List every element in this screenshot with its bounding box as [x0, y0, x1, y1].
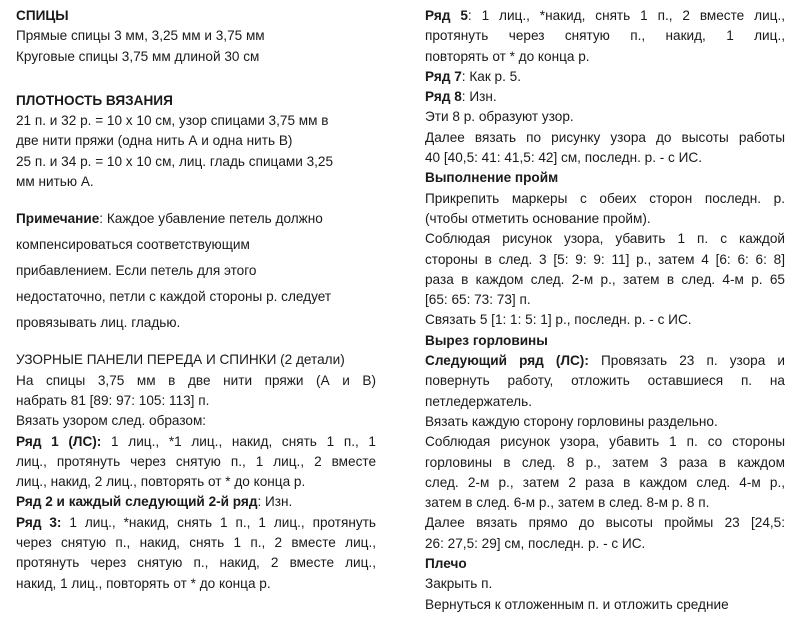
row-5-line: протянуть через снятую п., накид, 1 лиц., [425, 28, 785, 44]
armhole-line: Прикрепить маркеры с обеих сторон последн. р. [425, 190, 785, 206]
armhole-line: Связать 5 [1: 1: 5: 1] р., последн. р. - с ИС. [425, 312, 692, 328]
panels-line: набрать 81 [89: 97: 105: 113] п. [16, 392, 210, 408]
row-8-line [425, 87, 785, 107]
row-1-line [16, 432, 376, 452]
row-2-label: Ряд 2 и каждый следующий 2-й ряд [16, 494, 258, 510]
continue-line: 40 [40,5: 41: 41,5: 42] см, последн. р. - с ИС. [425, 150, 702, 166]
gauge-line: две нити пряжи (одна нить А и одна нить В) [16, 133, 293, 149]
row-3-line [16, 513, 376, 533]
next-row-label: Следующий ряд (ЛС): [425, 353, 589, 369]
neck-line: затем в след. 6-м р., затем в след. 8-м р. 8 п. [425, 495, 710, 511]
note-line [16, 206, 376, 232]
shoulder-line: Закрыть п. [425, 576, 493, 592]
pattern-line: Эти 8 р. образуют узор. [425, 109, 574, 125]
row-1-line: лиц., протянуть через снятую п., 1 лиц., 2 вместе [16, 453, 376, 469]
row-7-line [425, 67, 785, 87]
left-column [16, 6, 376, 594]
row-3-line: протянуть через снятую п., накид, 2 вместе лиц., [16, 555, 376, 571]
shoulder-line: Вернуться к отложенным п. и отложить средние [425, 596, 729, 612]
armhole-line: [65: 65: 73: 73] п. [425, 292, 531, 308]
next-row-text: Провязать 23 п. узора и [588, 353, 786, 369]
panels-heading: УЗОРНЫЕ ПАНЕЛИ ПЕРЕДА И СПИНКИ (2 детали) [16, 352, 345, 368]
note-line: провязывать лиц. гладью. [16, 315, 181, 331]
gauge-line: 21 п. и 32 р. = 10 х 10 см, узор спицами 3,75 мм в [16, 113, 329, 129]
armhole-line: (чтобы отметить основание пройм). [425, 210, 651, 226]
armhole-line: раза в каждом след. 2-м р., затем в след. 4-м р. 65 [425, 271, 785, 287]
panels-line: Вязать узором след. образом: [16, 413, 207, 429]
neck-line: след. 2-м р., затем 2 раза в каждом след. 4-м р., [425, 474, 785, 490]
armhole-line: Соблюдая рисунок узора, убавить 1 п. с каждой [425, 231, 785, 247]
row-8-text: : Изн. [461, 89, 497, 105]
row-1-text: 1 лиц., *1 лиц., накид, снять 1 п., 1 [101, 433, 376, 449]
gauge-line: 25 п. и 34 р. = 10 х 10 см, лиц. гладь спицами 3,25 [16, 153, 334, 169]
needles-line: Круговые спицы 3,75 мм длиной 30 см [16, 48, 260, 64]
right-column [425, 6, 785, 615]
gauge-heading: ПЛОТНОСТЬ ВЯЗАНИЯ [16, 92, 173, 108]
row-5-text: : 1 лиц., *накид, снять 1 п., 2 вместе лиц., [467, 8, 785, 23]
armhole-heading: Выполнение пройм [425, 170, 559, 186]
note-line: прибавлением. Если петель для этого [16, 263, 257, 279]
row-7-text: : Как р. 5. [461, 68, 522, 84]
row-8-label: Ряд 8 [425, 89, 462, 105]
neck-line: Соблюдая рисунок узора, убавить 1 п. со стороны [425, 434, 785, 450]
neck-line: Вязать каждую сторону горловины раздельно. [425, 413, 718, 429]
note-text: : Каждое убавление петель должно [99, 211, 323, 227]
row-3-label: Ряд 3: [16, 514, 62, 530]
row-5-line: повторять от * до конца р. [425, 48, 590, 64]
armhole-line: стороны в след. 3 [5: 9: 9: 11] р., затем 4 [6: 6: 6: 8] [425, 251, 785, 267]
shoulder-heading: Плечо [425, 556, 467, 572]
row-2-line [16, 492, 376, 512]
note-line: компенсироваться соответствующим [16, 237, 250, 253]
neck-line: Далее вязать прямо до высоты проймы 23 [24,5: [425, 515, 785, 531]
row-5-label: Ряд 5 [425, 8, 468, 23]
neck-heading: Вырез горловины [425, 332, 548, 348]
row-2-text: : Изн. [257, 494, 293, 510]
row-7-label: Ряд 7 [425, 68, 462, 84]
next-row-line: повернуть работу, отложить оставшиеся п. на [425, 373, 785, 389]
row-3-line: накид, 1 лиц., повторять от * до конца р. [16, 575, 271, 591]
needles-line: Прямые спицы 3 мм, 3,25 мм и 3,75 мм [16, 28, 265, 44]
next-row-line: петледержатель. [425, 393, 532, 409]
panels-line: На спицы 3,75 мм в две нити пряжи (А и В) [16, 372, 376, 388]
note-label: Примечание [16, 211, 100, 227]
row-1-label: Ряд 1 (ЛС): [16, 433, 102, 449]
row-5-line [425, 6, 785, 26]
needles-heading: СПИЦЫ [16, 8, 69, 23]
continue-line: Далее вязать по рисунку узора до высоты работы [425, 129, 785, 145]
next-row-line [425, 351, 785, 371]
gauge-line: мм нитью А. [16, 174, 94, 190]
neck-line: 26: 27,5: 29] см, последн. р. - с ИС. [425, 535, 646, 551]
row-1-line: лиц., накид, 2 лиц., повторять от * до конца р. [16, 474, 306, 490]
note-line: недостаточно, петли с каждой стороны р. следует [16, 289, 332, 305]
row-3-text: 1 лиц., *накид, снять 1 п., 1 лиц., протянуть [61, 514, 376, 530]
neck-line: горловины в след. 8 р., затем 3 раза в каждом [425, 454, 785, 470]
row-3-line: через снятую п., накид, снять 1 п., 2 вместе лиц., [16, 535, 376, 551]
